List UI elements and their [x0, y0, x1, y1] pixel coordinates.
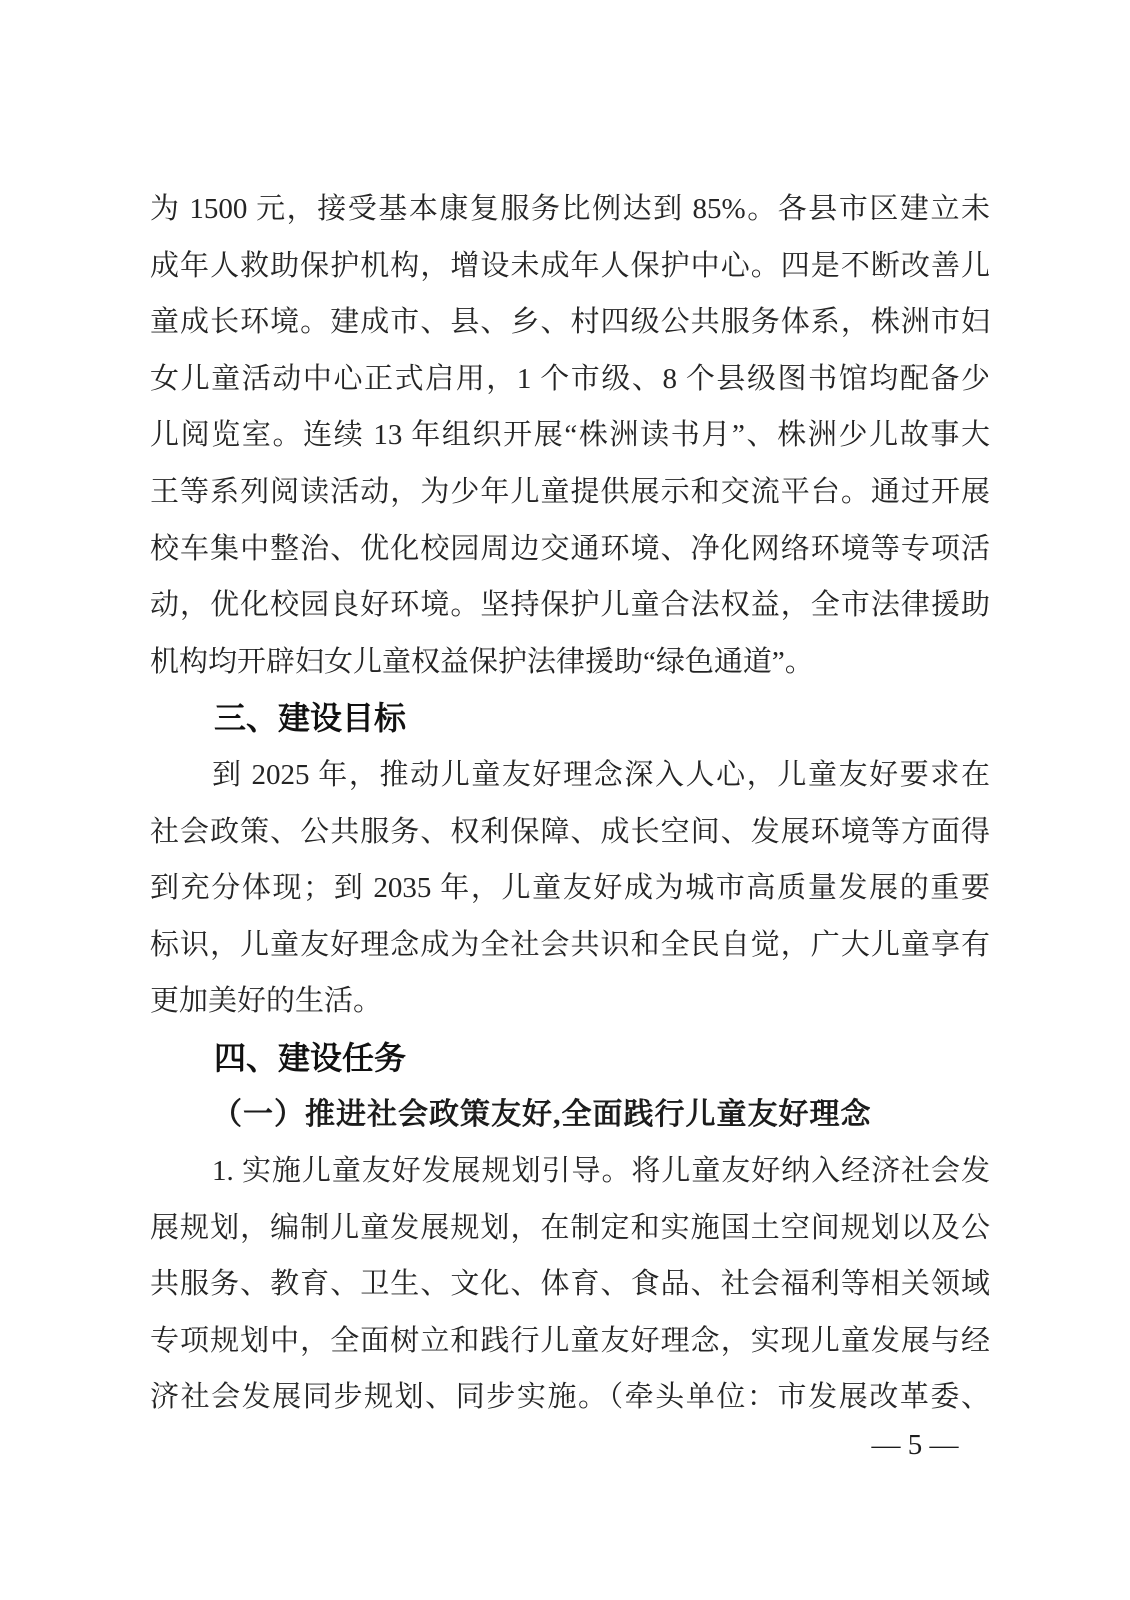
text-line: 为 1500 元，接受基本康复服务比例达到 85%。各县市区建立未	[150, 193, 990, 225]
document-body	[150, 181, 990, 1426]
text-line: 1. 实施儿童友好发展规划引导。将儿童友好纳入经济社会发	[212, 1155, 990, 1188]
text-line: 标识，儿童友好理念成为全社会共识和全民自觉，广大儿童享有	[150, 928, 990, 961]
text-line: 成年人救助保护机构，增设未成年人保护中心。四是不断改善儿	[150, 249, 990, 282]
text-line: 校车集中整治、优化校园周边交通环境、净化网络环境等专项活	[150, 532, 990, 565]
text-line: 女儿童活动中心正式启用，1 个市级、8 个县级图书馆均配备少	[150, 362, 990, 395]
text-line: 社会政策、公共服务、权利保障、成长空间、发展环境等方面得	[150, 815, 990, 848]
text-line: 王等系列阅读活动，为少年儿童提供展示和交流平台。通过开展	[150, 475, 990, 508]
text-line: 动，优化校园良好环境。坚持保护儿童合法权益，全市法律援助	[150, 589, 990, 622]
subsection-heading-1: （一）推进社会政策友好,全面践行儿童友好理念	[212, 1097, 872, 1131]
text-line: 童成长环境。建成市、县、乡、村四级公共服务体系，株洲市妇	[150, 306, 990, 339]
text-line: 共服务、教育、卫生、文化、体育、食品、社会福利等相关领域	[150, 1268, 990, 1301]
text-line: 济社会发展同步规划、同步实施。（牵头单位：市发展改革委、	[150, 1381, 990, 1414]
text-line: 到充分体现；到 2035 年，儿童友好成为城市高质量发展的重要	[150, 872, 990, 905]
page-number: — 5 —	[871, 1429, 959, 1461]
text-line: 儿阅览室。连续 13 年组织开展“株洲读书月”、株洲少儿故事大	[150, 419, 990, 452]
text-line: 到 2025 年，推动儿童友好理念深入人心，儿童友好要求在	[212, 758, 990, 791]
text-line: 机构均开辟妇女儿童权益保护法律援助“绿色通道”。	[150, 645, 814, 678]
text-line: 专项规划中，全面树立和践行儿童友好理念，实现儿童发展与经	[150, 1324, 990, 1357]
text-line: 展规划，编制儿童发展规划，在制定和实施国土空间规划以及公	[150, 1211, 990, 1244]
text-line: 更加美好的生活。	[150, 985, 383, 1018]
section-heading-3: 三、建设目标	[214, 700, 407, 737]
section-heading-4: 四、建设任务	[214, 1039, 407, 1076]
